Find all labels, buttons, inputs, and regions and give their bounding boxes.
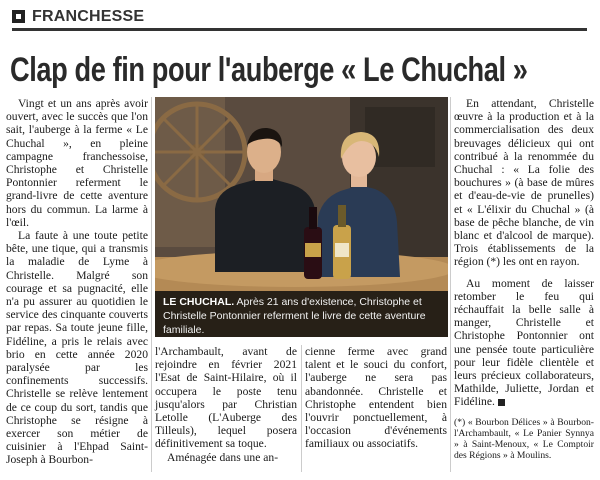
article-column-1 [6,97,148,467]
article-column-2 [155,345,297,464]
end-of-article-mark [498,399,505,406]
article-paragraph: l'Archambault, avant de rejoindre en février 2021 l'Esat de Saint-Hilaire, où il occupera le poste tenu jusqu'alors par Christian Letolle (L'Auberge des Tilleuls), lequel posera définitivement sa toque. [155,345,297,451]
article-photo [155,97,448,337]
footnote: (*) « Bourbon Délices » à Bourbon-l'Archambault, « Le Panier Synnya » à Saint-Menoux, « Le Comptoir des Régions » à Moulins. [454,416,594,461]
article-column-3 [305,345,447,451]
article-column-4 [454,97,594,461]
article-paragraph: En attendant, Christelle œuvre à la production et à la commercialisation des deux breuvages délicieux qui ont contribué à la renommée du Chuchal : « La folie des bouchures » (à base de mûres et d'eau-de-vie de prunelles) et « L'élixir du Chuchal » (à base de pêche blanche, de vin blanc et d'alcool de marque). Trois établissements de la région (*) les ont en rayon. [454,97,594,269]
caption-text: Après 21 ans d'existence, Christophe et Christelle Pontonnier referment le livre de cette aventure familiale. [163,296,426,336]
photo-caption [155,291,448,337]
column-divider [450,97,451,472]
article-paragraph: Vingt et un ans après avoir ouvert, avec le succès que l'on sait, l'auberge à la ferme « Le Chuchal », en pleine campagne franchessoise, Christophe et Christelle Pontonnier referment le grand-livre de cette aventure hors du commun. La larme à l'œil. [6,97,148,229]
section-square-icon [12,10,25,23]
headline: Clap de fin pour l'auberge « Le Chuchal » [10,51,528,89]
article-paragraph: cienne ferme avec grand talent et le souci du confort, l'auberge ne sera pas abandonnée. Christelle et Christophe entendent bien l'ouvrir ponctuellement, à l'occasion d'événements familiaux ou associatifs. [305,345,447,451]
caption-lead: LE CHUCHAL. [163,296,235,308]
section-label: FRANCHESSE [32,8,145,25]
article-paragraph [454,277,594,409]
article-paragraph: La faute à une toute petite bête, une tique, qui a transmis la maladie de Lyme à Christelle. Malgré son courage et sa pugnacité, elle n'a pu assurer au quotidien le service des cinquante couverts par repas. Sa toute jeune fille, Fidéline, a pris le relais avec brio en cette année 2020 paralysée par les confinements successifs. Christelle se relève lentement de ce coup du sort, tandis que Christophe se résigne à exercer son métier de cuisinier à l'Ehpad Saint-Joseph à Bourbon- [6,229,148,467]
article-paragraph: Aménagée dans une an- [167,450,279,464]
section-kicker [12,8,587,31]
closing-paragraph-text: Au moment de laisser retomber le feu qui réchauffait la belle salle à manger, Christelle et Christophe Pontonnier ont une pensée toute particulière pour leur fidèle clientèle et leurs précieux collaborateurs, Mathilde, Juliette, Jordan et Fidéline. [454,276,594,409]
column-divider [151,97,152,472]
column-divider [301,345,302,472]
